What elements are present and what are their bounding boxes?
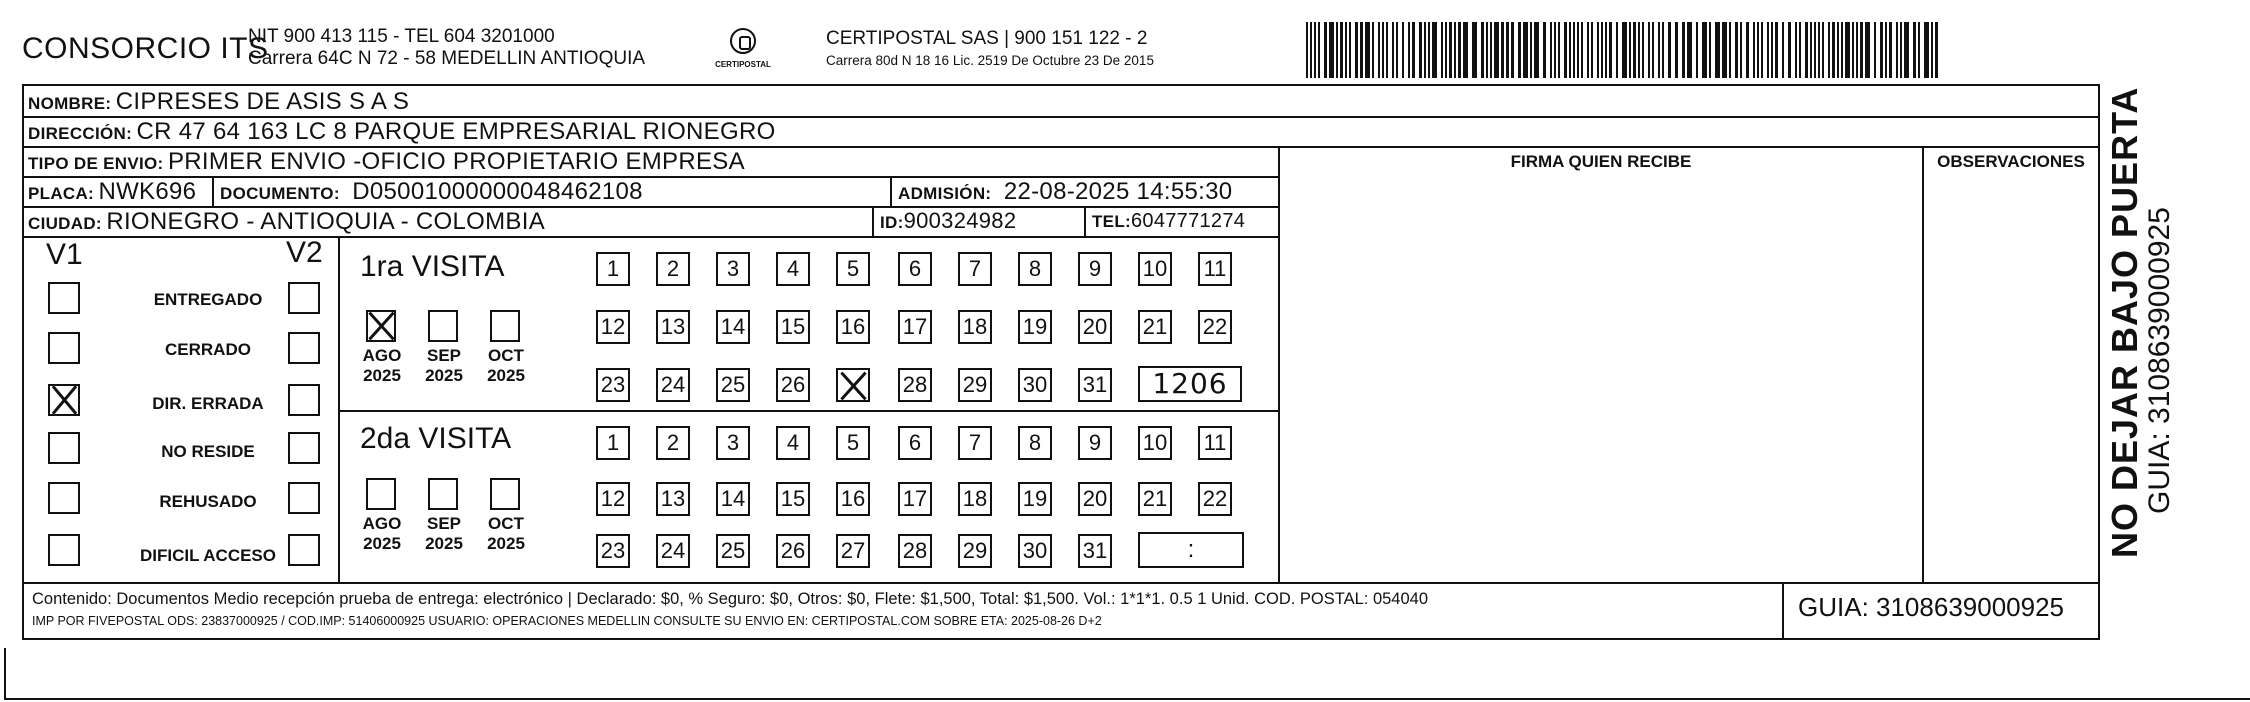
v2-checkbox[interactable] [288,432,320,464]
barcode-bar [1597,22,1599,78]
direccion-field: DIRECCIÓN: CR 47 64 163 LC 8 PARQUE EMPRESARIAL RIONEGRO [28,118,776,145]
barcode-bar [1860,22,1863,78]
day-box: 17 [898,310,932,344]
barcode-bar [1696,22,1698,78]
barcode-bar [1682,22,1685,78]
barcode-bar [1365,22,1370,78]
nombre-field: NOMBRE: CIPRESES DE ASIS S A S [28,88,410,115]
year-label: 2025 [487,366,525,385]
visit2-title: 2da VISITA [360,422,512,455]
barcode-bar [1340,22,1343,78]
day-box: 30 [1018,368,1052,402]
day-box: 16 [836,482,870,516]
barcode-bar [1449,22,1452,78]
barcode-bar [1486,22,1488,78]
year-label: 2025 [363,534,401,553]
month-label: AGO [362,346,402,365]
v2-checkbox[interactable] [288,332,320,364]
day-box: 25 [716,534,750,568]
barcode-bar [1569,22,1571,78]
documento-field: DOCUMENTO: D05001000000048462108 [220,178,643,205]
tel-field: TEL:6047771274 [1092,210,1246,232]
day-box: 12 [596,310,630,344]
month-checkbox[interactable] [366,478,396,510]
barcode-bar [1771,22,1773,78]
barcode-bar [1306,22,1308,78]
barcode-bar [1668,22,1671,78]
year-label: 2025 [487,534,525,553]
barcode-bar [1445,22,1447,78]
barcode-bar [1494,22,1499,78]
barcode-bar [1360,22,1363,78]
day-box: 31 [1078,534,1112,568]
month-checkbox[interactable] [428,310,458,342]
day-box-marked [836,368,870,402]
year-label: 2025 [425,534,463,553]
barcode-bar [1729,22,1731,78]
barcode-bar [1904,22,1909,78]
observaciones-header: OBSERVACIONES [1937,152,2085,171]
barcode-bar [1865,22,1870,78]
ciudad-field: CIUDAD: RIONEGRO - ANTIOQUIA - COLOMBIA [28,208,546,235]
day-box: 28 [898,534,932,568]
status-label: DIFICIL ACCESO [139,546,276,565]
barcode-bar [1757,22,1759,78]
barcode-bar [1633,22,1636,78]
visit1-time: 1206 [1138,366,1242,402]
day-box: 10 [1138,252,1172,286]
v1-checkbox[interactable] [48,482,80,514]
barcode-bar [1828,22,1830,78]
barcode-bar [1336,22,1338,78]
v1-checkbox[interactable] [48,282,80,314]
day-box: 23 [596,534,630,568]
barcode-bar [1577,22,1579,78]
month-checkbox[interactable] [366,310,396,342]
day-box: 24 [656,534,690,568]
day-box: 17 [898,482,932,516]
barcode-bar [1441,22,1443,78]
barcode-bar [1687,22,1692,78]
barcode-bar [1573,22,1575,78]
barcode-bar [1795,22,1797,78]
day-box: 19 [1018,482,1052,516]
delivery-label [22,84,2100,640]
barcode-bar [1412,22,1415,78]
day-box: 7 [958,252,992,286]
barcode-bar [1534,22,1539,78]
status-label: DIR. ERRADA [152,394,264,413]
month-checkbox[interactable] [428,478,458,510]
visit1-title: 1ra VISITA [360,250,505,283]
day-box: 1 [596,252,630,286]
barcode-bar [1837,22,1839,78]
barcode-bar [1501,22,1504,78]
month-label: OCT [488,346,524,365]
barcode-bar [1715,22,1720,78]
barcode-bar [1396,22,1398,78]
day-box: 18 [958,310,992,344]
id-value: 900324982 [903,208,1017,233]
barcode-bar [1616,22,1618,78]
side-text [2106,87,2176,558]
barcode-bar [1622,22,1627,78]
barcode-bar [1345,22,1347,78]
barcode-bar [1601,22,1603,78]
status-label: REHUSADO [159,492,257,511]
v1-checkbox[interactable] [48,332,80,364]
barcode-bar [1402,22,1404,78]
day-box: 3 [716,252,750,286]
day-box: 14 [716,310,750,344]
v1-checkbox[interactable] [48,432,80,464]
day-box: 20 [1078,482,1112,516]
month-label: AGO [362,514,402,533]
barcode-bar [1702,22,1707,78]
v1-checkbox[interactable] [48,384,80,416]
footer-contenido: Contenido: Documentos Medio recepción prueba de entrega: electrónico | Declarado: $0, % Seguro: $0, Otros: $0, Flete: $1,500, Total: $1,500. Vol.: 1*1*1. 0.5 1 Unid. COD. POSTAL: 054040 [32,590,1429,608]
day-box: 29 [958,534,992,568]
nombre-value: CIPRESES DE ASIS S A S [115,88,410,115]
nit-line: NIT 900 413 115 - TEL 604 3201000 [248,26,555,47]
certi-line2: Carrera 80d N 18 16 Lic. 2519 De Octubre 23 De 2015 [826,53,1154,68]
barcode-bar [1652,22,1654,78]
barcode-bar [1856,22,1858,78]
outer-border-bottom [4,698,2250,700]
barcode-bar [1581,22,1583,78]
barcode-bar [1318,22,1320,78]
barcode-bar [1852,22,1854,78]
day-box: 31 [1078,368,1112,402]
barcode-bar [1822,22,1824,78]
day-box: 23 [596,368,630,402]
day-box: 26 [776,368,810,402]
barcode-bar [1481,22,1484,78]
barcode-bar [1889,22,1892,78]
barcode-bar [1609,22,1612,78]
day-box: 12 [596,482,630,516]
barcode-bar [1818,22,1820,78]
barcode-bar [1550,22,1552,78]
placa-field: PLACA: NWK696 [28,178,197,205]
barcode-bar [1392,22,1394,78]
barcode-bar [1564,22,1567,78]
barcode-bar [1885,22,1887,78]
firma-header: FIRMA QUIEN RECIBE [1510,152,1692,171]
barcode-bar [1753,22,1755,78]
day-box: 1 [596,426,630,460]
status-label: ENTREGADO [153,290,263,309]
barcode-bar [1918,22,1920,78]
company-name: CONSORCIO ITS [22,32,269,65]
month-checkbox[interactable] [490,310,520,342]
day-box: 6 [898,426,932,460]
barcode-bar [1329,22,1334,78]
day-box: 27 [836,534,870,568]
barcode-bar [1874,22,1876,78]
day-box: 9 [1078,426,1112,460]
day-box: 11 [1198,426,1232,460]
barcode-bar [1935,22,1938,78]
company-address: Carrera 64C N 72 - 58 MEDELLIN ANTIOQUIA [248,48,646,69]
barcode-bar [1629,22,1631,78]
barcode-bar [1372,22,1374,78]
barcode-bar [1314,22,1316,78]
documento-value: D05001000000048462108 [352,178,643,205]
day-box: 9 [1078,252,1112,286]
v1-header: V1 [46,238,83,271]
barcode-bar [1382,22,1384,78]
no-dejar-warning: NO DEJAR BAJO PUERTA [2104,86,2145,558]
id-field: ID:900324982 [880,208,1017,233]
barcode-bar [1913,22,1916,78]
month-label: OCT [488,514,524,533]
barcode-bar [1810,22,1812,78]
barcode-bar [1463,22,1468,78]
barcode-bar [1761,22,1763,78]
barcode-bar [1310,22,1312,78]
day-box: 21 [1138,482,1172,516]
day-box: 22 [1198,482,1232,516]
barcode-bar [1658,22,1660,78]
barcode-bar [1638,22,1640,78]
day-box: 11 [1198,252,1232,286]
year-label: 2025 [363,366,401,385]
status-label: CERRADO [165,340,251,359]
day-box: 7 [958,426,992,460]
day-box: 5 [836,426,870,460]
certi-line1: CERTIPOSTAL SAS | 900 151 122 - 2 [826,28,1148,49]
barcode-bar [1324,22,1327,78]
barcode-bar [1472,22,1477,78]
month-label: SEP [426,346,462,365]
barcode-bar [1746,22,1749,78]
month-label: SEP [426,514,462,533]
direccion-value: CR 47 64 163 LC 8 PARQUE EMPRESARIAL RIONEGRO [136,118,776,145]
footer-guia: GUIA: 3108639000925 [1798,592,2064,622]
day-box: 8 [1018,252,1052,286]
day-box: 24 [656,368,690,402]
status-label: NO RESIDE [161,442,255,461]
v2-checkbox[interactable] [288,482,320,514]
barcode-bar [1458,22,1461,78]
barcode [1306,22,1938,78]
barcode-bar [1814,22,1816,78]
barcode-bar [1511,22,1514,78]
barcode-bar [1788,22,1791,78]
day-box: 19 [1018,310,1052,344]
barcode-bar [1554,22,1556,78]
barcode-bar [1518,22,1521,78]
v1-checkbox[interactable] [48,534,80,566]
day-box: 25 [716,368,750,402]
visit2-time: : [1138,532,1244,568]
barcode-bar [1378,22,1380,78]
company-info [248,26,645,70]
day-box: 28 [898,368,932,402]
barcode-bar [1896,22,1898,78]
barcode-bar [1428,22,1430,78]
certipostal-info [826,28,1154,72]
day-box: 22 [1198,310,1232,344]
barcode-bar [1880,22,1883,78]
side-guia: GUIA: 3108639000925 [2143,207,2176,514]
barcode-bar [1662,22,1664,78]
barcode-bar [1799,22,1801,78]
day-box: 20 [1078,310,1112,344]
day-box: 2 [656,252,690,286]
tipo-envio-value: PRIMER ENVIO -OFICIO PROPIETARIO EMPRESA [167,148,745,175]
day-box: 14 [716,482,750,516]
barcode-bar [1900,22,1902,78]
v2-checkbox[interactable] [288,534,320,566]
barcode-bar [1767,22,1769,78]
barcode-bar [1931,22,1933,78]
barcode-bar [1454,22,1456,78]
day-box: 8 [1018,426,1052,460]
certipostal-logo-icon [714,28,772,76]
day-box: 4 [776,252,810,286]
day-box: 5 [836,252,870,286]
day-box: 18 [958,482,992,516]
barcode-bar [1355,22,1358,78]
barcode-bar [1642,22,1644,78]
barcode-bar [1805,22,1808,78]
barcode-bar [1675,22,1678,78]
day-box: 10 [1138,426,1172,460]
tipo-envio-field: TIPO DE ENVIO: PRIMER ENVIO -OFICIO PROPIETARIO EMPRESA [28,148,745,175]
day-box: 6 [898,252,932,286]
day-box: 15 [776,482,810,516]
barcode-bar [1722,22,1727,78]
day-box: 15 [776,310,810,344]
barcode-bar [1349,22,1351,78]
day-box: 3 [716,426,750,460]
barcode-bar [1587,22,1589,78]
footer-imp: IMP POR FIVEPOSTAL ODS: 23837000925 / COD.IMP: 51406000925 USUARIO: OPERACIONES MEDELLIN CONSULTE SU ENVIO EN: CERTIPOSTAL.COM SOBRE ETA: 2025-08-26 D+2 [32,614,1102,628]
barcode-bar [1530,22,1532,78]
v2-checkbox[interactable] [288,282,320,314]
barcode-bar [1543,22,1546,78]
day-box: 4 [776,426,810,460]
v2-header: V2 [286,236,323,269]
year-label: 2025 [425,366,463,385]
barcode-bar [1386,22,1388,78]
tel-value: 6047771274 [1130,210,1246,232]
barcode-bar [1735,22,1738,78]
barcode-bar [1432,22,1437,78]
barcode-bar [1605,22,1607,78]
day-box: 29 [958,368,992,402]
barcode-bar [1832,22,1835,78]
day-box: 16 [836,310,870,344]
day-box: 26 [776,534,810,568]
placa-value: NWK696 [98,178,197,205]
barcode-bar [1924,22,1929,78]
barcode-bar [1523,22,1528,78]
barcode-bar [1775,22,1778,78]
day-box: 2 [656,426,690,460]
logo-text: CERTIPOSTAL [715,60,771,69]
barcode-bar [1782,22,1784,78]
barcode-bar [1845,22,1850,78]
ciudad-value: RIONEGRO - ANTIOQUIA - COLOMBIA [106,208,546,235]
barcode-bar [1648,22,1650,78]
barcode-bar [1490,22,1492,78]
admision-value: 22-08-2025 14:55:30 [1003,178,1233,205]
day-box: 13 [656,482,690,516]
barcode-bar [1506,22,1509,78]
day-box: 13 [656,310,690,344]
month-checkbox[interactable] [490,478,520,510]
v2-checkbox[interactable] [288,384,320,416]
barcode-bar [1841,22,1843,78]
barcode-bar [1424,22,1426,78]
barcode-bar [1419,22,1422,78]
barcode-bar [1709,22,1711,78]
barcode-bar [1591,22,1593,78]
barcode-bar [1408,22,1410,78]
barcode-bar [1740,22,1742,78]
barcode-bar [1558,22,1560,78]
admision-field: ADMISIÓN: 22-08-2025 14:55:30 [898,178,1233,205]
day-box: 30 [1018,534,1052,568]
outer-border-left [4,648,6,700]
day-box: 21 [1138,310,1172,344]
